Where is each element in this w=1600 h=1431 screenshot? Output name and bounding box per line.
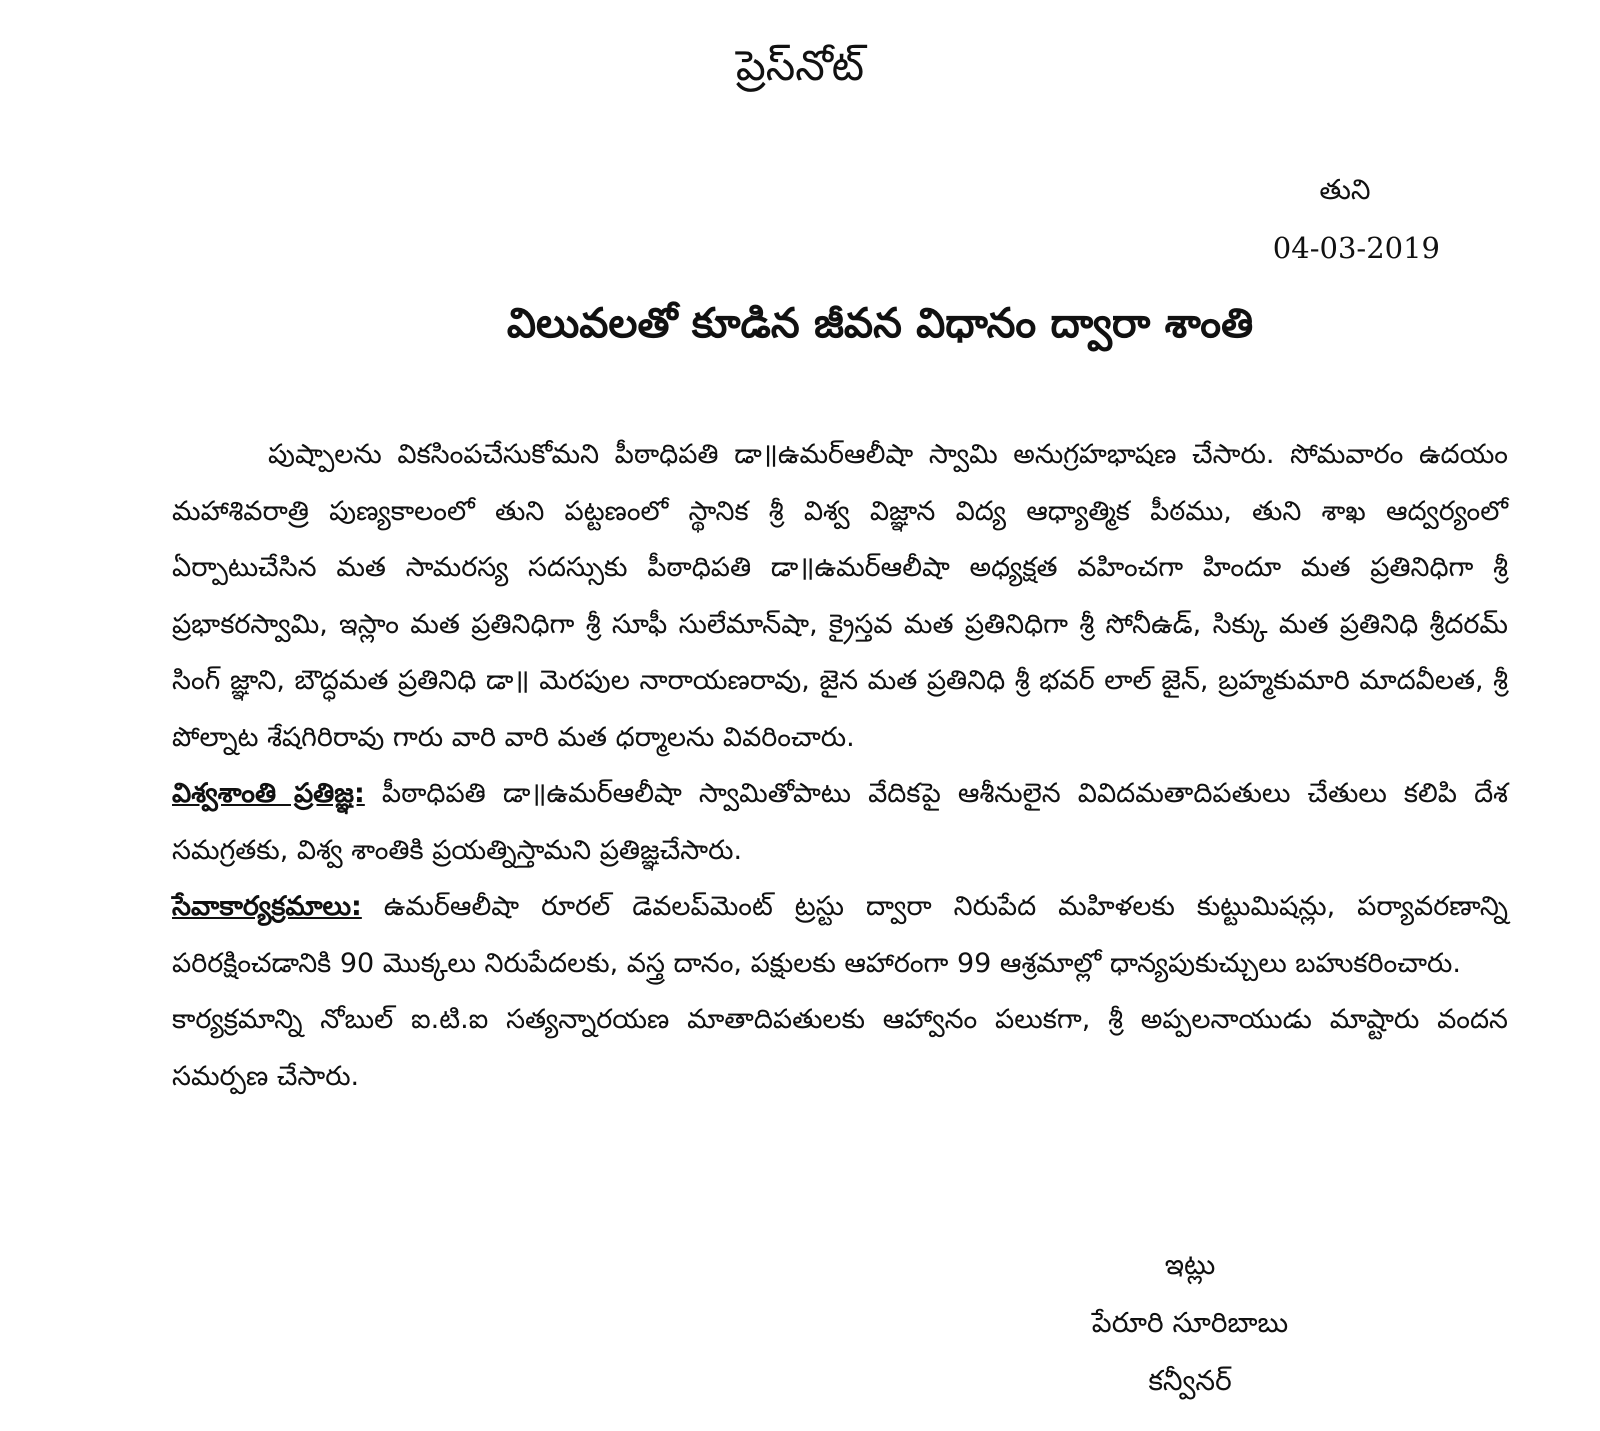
headline: విలువలతో కూడిన జీవన విధానం ద్వారా శాంతి — [506, 299, 1254, 347]
paragraph-intro — [172, 427, 1508, 766]
body-text — [172, 427, 1508, 1105]
paragraph-service-programs — [172, 879, 1508, 992]
document-title: ప్రెస్‌నోట్ — [735, 41, 865, 90]
service-programs-label: సేవాకార్యక్రమాలు: — [172, 891, 362, 922]
world-peace-pledge-text: పీఠాధిపతి డా॥ఉమర్‌ఆలీషా స్వామితోపాటు వేదికపై ఆశీనులైన వివిదమతాదిపతులు చేతులు కలిపి దేశ సమగ్రతకు, విశ్వ శాంతికి ప్రయత్నిస్తామని ప్రతిజ్ఞచేసారు. — [172, 778, 1508, 866]
world-peace-pledge-label: విశ్వశాంతి ప్రతిజ్ఞ: — [172, 778, 365, 809]
paragraph-world-peace-pledge — [172, 766, 1508, 879]
signoff-designation: కన్వీనర్ — [1148, 1364, 1232, 1397]
paragraph-intro-text: పుష్పాలను వికసింపచేసుకోమని పీఠాధిపతి డా॥ఉమర్‌ఆలీషా స్వామి అనుగ్రహభాషణ చేసారు. సోమవారం ఉదయం మహాశివరాత్రి పుణ్యకాలంలో తుని పట్టణంలో స్థానిక శ్రీ విశ్వ విజ్ఞాన విద్య ఆధ్యాత్మిక పీఠము, తుని శాఖ ఆద్వర్యంలో ఏర్పాటుచేసిన మత సామరస్య సదస్సుకు పీఠాధిపతి డా॥ఉమర్‌ఆలీషా అధ్యక్షత వహించగా హిందూ మత ప్రతినిధిగా శ్రీ ప్రభాకరస్వామి, ఇస్లాం మత ప్రతినిధిగా శ్రీ సూఫీ సులేమాన్‌షా, క్రైస్తవ మత ప్రతినిధిగా శ్రీ సోనీఉడ్, సిక్కు మత ప్రతినిధి శ్రీదరమ్ సింగ్ జ్ఞాని, బౌద్ధమత ప్రతినిధి డా॥ మెరపుల నారాయణరావు, జైన మత ప్రతినిధి శ్రీ భవర్ లాల్ జైన్, బ్రహ్మకుమారి మాదవీలత, శ్రీ పోల్నాట శేషగిరిరావు గారు వారి వారి మత ధర్మాలను వివరించారు. — [172, 439, 1508, 753]
place-name: తుని — [1319, 173, 1371, 206]
paragraph-closing-text: కార్యక్రమాన్ని నోబుల్ ఐ.టి.ఐ సత్యన్నారయణ మాతాదిపతులకు ఆహ్వానం పలుకగా, శ్రీ అప్పలనాయుడు మాష్టారు వందన సమర్పణ చేసారు. — [172, 1004, 1508, 1092]
signoff-closing: ఇట్లు — [1164, 1248, 1216, 1281]
service-programs-text: ఉమర్‌ఆలీషా రూరల్ డెవలప్‌మెంట్ ట్రస్టు ద్వారా నిరుపేద మహిళలకు కుట్టుమిషన్లు, పర్యావరణాన్ని పరిరక్షించడానికి 90 మొక్కలు నిరుపేదలకు, వస్త్ర దానం, పక్షులకు ఆహారంగా 99 ఆశ్రమాల్లో ధాన్యపుకుచ్చులు బహుకరించారు. — [172, 891, 1508, 979]
signoff-name: పేరూరి సూరిబాబు — [1091, 1306, 1289, 1339]
document-date: 04-03-2019 — [1272, 231, 1440, 265]
paragraph-closing — [172, 992, 1508, 1105]
